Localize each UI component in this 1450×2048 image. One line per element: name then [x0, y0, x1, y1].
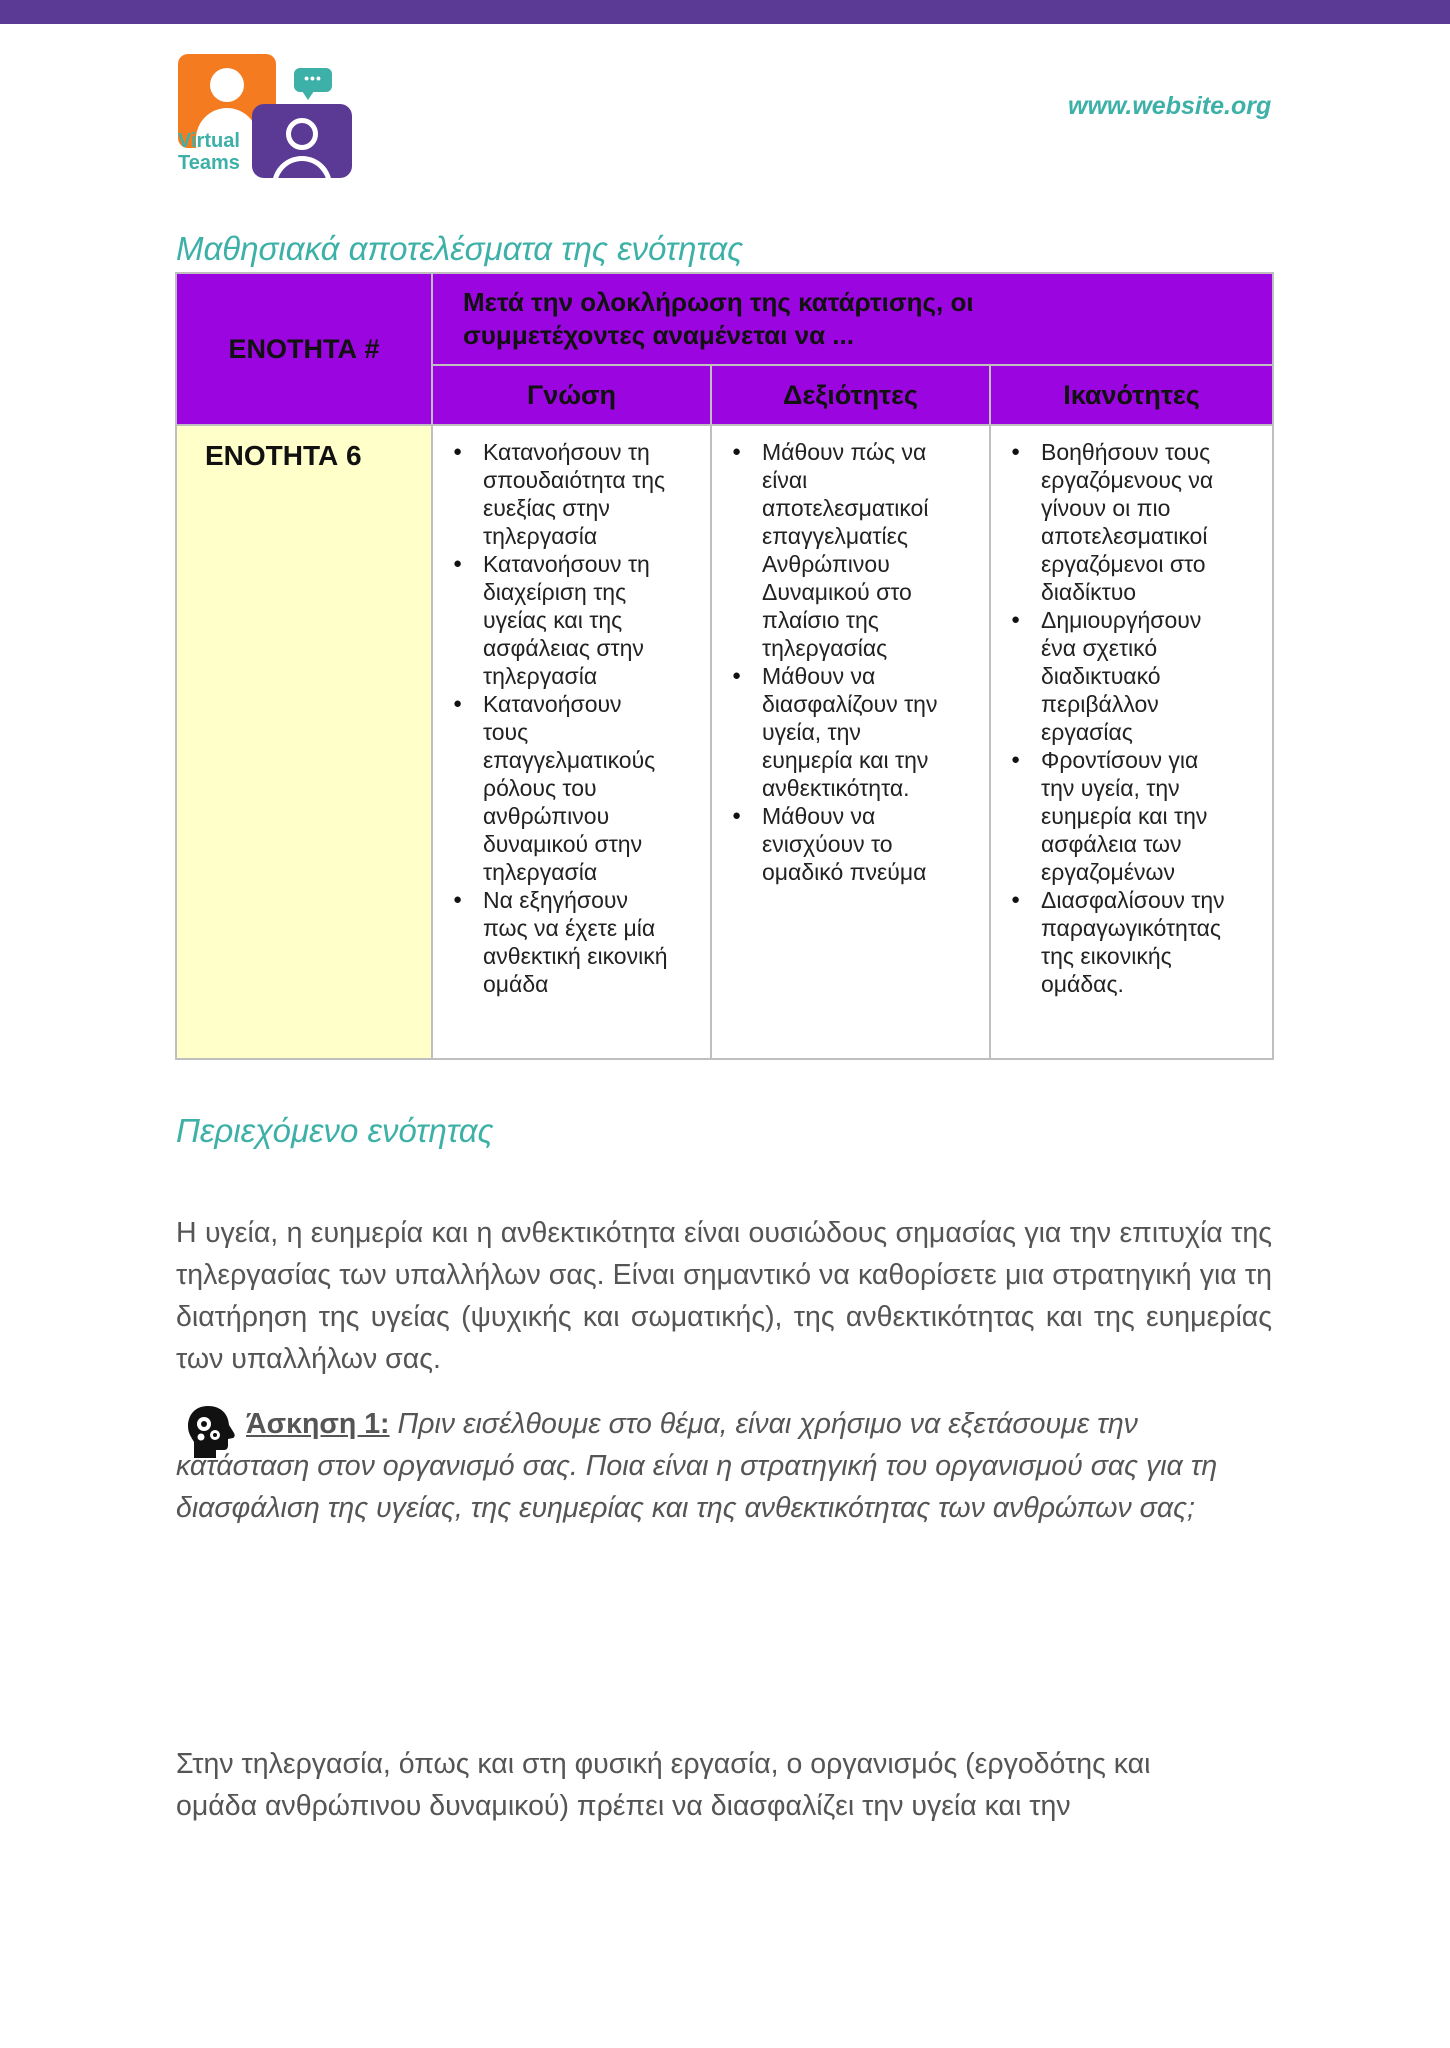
- outcomes-intro-header: Μετά την ολοκλήρωση της κατάρτισης, οι συμμετέχοντες αναμένεται να ...: [432, 273, 1273, 365]
- logo-text: Virtual Teams: [178, 130, 240, 174]
- learning-outcomes-table: [175, 272, 1274, 1060]
- chat-bubble-icon: •••: [294, 68, 332, 92]
- list-item: ● Φροντίσουν για την υγεία, την ευημερία και την ασφάλεια των εργαζομένων: [1009, 746, 1262, 886]
- list-item: ● Μάθουν να ενισχύουν το ομαδικό πνεύμα: [730, 802, 979, 886]
- list-item: ● Διασφαλίσουν την παραγωγικότητας της εικονικής ομάδας.: [1009, 886, 1262, 998]
- top-color-bar: [0, 0, 1450, 24]
- exercise-1: [176, 1403, 1272, 1529]
- competences-cell: [990, 425, 1273, 1059]
- skills-column-header: Δεξιότητες: [711, 365, 990, 425]
- list-item: ● Κατανοήσουν τη διαχείριση της υγείας και της ασφάλειας στην τηλεργασία: [451, 550, 700, 690]
- website-url: www.website.org: [1068, 92, 1272, 120]
- list-item: ● Κατανοήσουν τους επαγγελματικούς ρόλους του ανθρώπινου δυναμικού στην τηλεργασία: [451, 690, 700, 886]
- list-item: ● Να εξηγήσουν πως να έχετε μία ανθεκτική εικονική ομάδα: [451, 886, 700, 998]
- knowledge-cell: [432, 425, 711, 1059]
- list-item: ● Κατανοήσουν τη σπουδαιότητα της ευεξίας στην τηλεργασία: [451, 438, 700, 550]
- module-content-heading: Περιεχόμενο ενότητας: [176, 1112, 494, 1149]
- intro-paragraph: Η υγεία, η ευημερία και η ανθεκτικότητα είναι ουσιώδους σημασίας για την επιτυχία της τηλεργασίας των υπαλλήλων σας. Είναι σημαντικό να καθορίσετε μια στρατηγική για τη διατήρηση της υγείας (ψυχικής και σωματικής), της ανθεκτικότητας και της ευημερίας των υπαλλήλων σας.: [176, 1217, 1272, 1375]
- exercise-text: Πριν εισέλθουμε στο θέμα, είναι χρήσιμο να εξετάσουμε την κατάσταση στον οργανισμό σας. Ποια είναι η στρατηγική του οργανισμού σας για τη διασφάλιση της υγείας, της ευημερίας και της ανθεκτικότητας των ανθρώπων σας;: [176, 1408, 1218, 1524]
- learning-outcomes-heading: Μαθησιακά αποτελέσματα της ενότητας: [176, 230, 744, 267]
- knowledge-column-header: Γνώση: [432, 365, 711, 425]
- list-item: ● Δημιουργήσουν ένα σχετικό διαδικτυακό περιβάλλον εργασίας: [1009, 606, 1262, 746]
- virtual-teams-logo: [176, 52, 356, 182]
- list-item: ● Μάθουν να διασφαλίζουν την υγεία, την ευημερία και την ανθεκτικότητα.: [730, 662, 979, 802]
- unit-name-cell: ΕΝΟΤΗΤΑ 6: [176, 425, 432, 1059]
- closing-paragraph: Στην τηλεργασία, όπως και στη φυσική εργασία, ο οργανισμός (εργοδότης και ομάδα ανθρώπινου δυναμικού) πρέπει να διασφαλίζει την υγεία και την: [176, 1748, 1151, 1822]
- person-icon-purple: [252, 104, 352, 178]
- list-item: ● Βοηθήσουν τους εργαζόμενους να γίνουν οι πιο αποτελεσματικοί εργαζόμενοι στο διαδίκτυο: [1009, 438, 1262, 606]
- exercise-label: Άσκηση 1:: [246, 1408, 390, 1440]
- unit-header: ΕΝΟΤΗΤΑ #: [176, 273, 432, 425]
- competences-column-header: Ικανότητες: [990, 365, 1273, 425]
- skills-cell: [711, 425, 990, 1059]
- list-item: ● Μάθουν πώς να είναι αποτελεσματικοί επαγγελματίες Ανθρώπινου Δυναμικού στο πλαίσιο της τηλεργασίας: [730, 438, 979, 662]
